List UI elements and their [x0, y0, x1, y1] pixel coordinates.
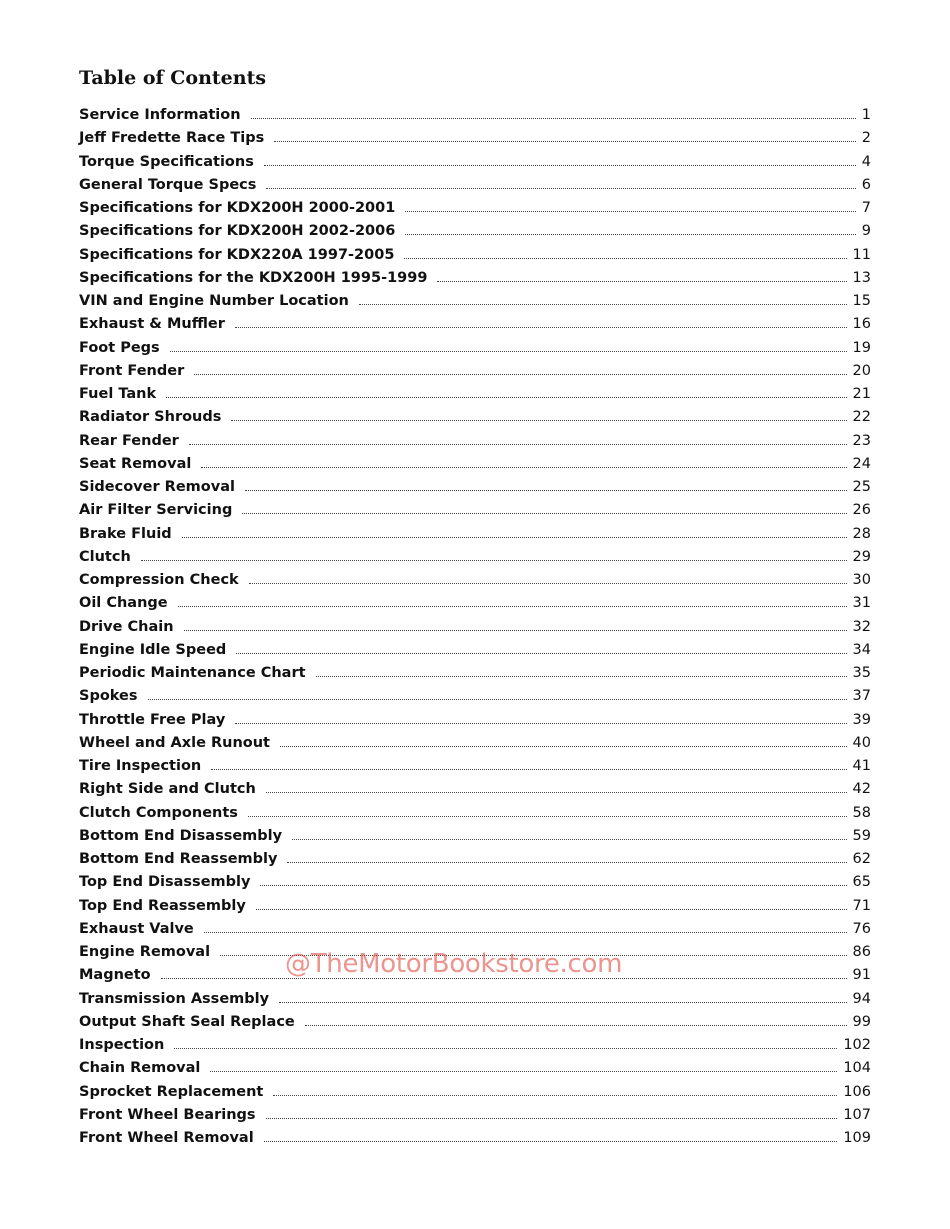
- toc-entry-label: Magneto: [79, 967, 151, 984]
- toc-entry-page-number: 39: [852, 711, 871, 728]
- toc-entry-label: Specifications for KDX200H 2000-2001: [79, 200, 396, 216]
- toc-dot-leader: [359, 294, 847, 305]
- toc-entry-label: Fuel Tank: [79, 386, 157, 402]
- toc-entry-label: Specifications for the KDX200H 1995-1999: [79, 269, 428, 286]
- toc-entry-label: Tire Inspection: [79, 758, 202, 774]
- toc-entry[interactable]: [79, 1011, 871, 1034]
- toc-entry[interactable]: [79, 918, 871, 941]
- toc-list: [79, 104, 871, 1150]
- toc-dot-leader: [189, 434, 847, 445]
- toc-dot-leader: [266, 782, 847, 793]
- toc-dot-leader: [174, 1038, 837, 1049]
- toc-dot-leader: [210, 1061, 837, 1072]
- toc-entry[interactable]: [79, 174, 871, 197]
- toc-dot-leader: [280, 736, 847, 747]
- toc-dot-leader: [316, 666, 847, 677]
- toc-dot-leader: [274, 131, 856, 142]
- toc-entry[interactable]: [79, 476, 871, 499]
- toc-entry[interactable]: [79, 592, 871, 615]
- toc-dot-leader: [405, 224, 855, 235]
- toc-entry[interactable]: [79, 1104, 871, 1127]
- toc-entry[interactable]: [79, 802, 871, 825]
- toc-entry-label: Brake Fluid: [79, 525, 172, 542]
- toc-entry-label: Engine Idle Speed: [79, 641, 227, 658]
- toc-entry-page-number: 91: [852, 967, 871, 984]
- toc-entry-page-number: 94: [852, 990, 871, 1007]
- toc-entry[interactable]: [79, 616, 871, 639]
- toc-entry-page-number: 34: [852, 641, 871, 658]
- toc-entry-page-number: 104: [843, 1060, 871, 1077]
- toc-entry[interactable]: [79, 732, 871, 755]
- toc-entry-page-number: 21: [852, 386, 871, 402]
- toc-dot-leader: [148, 689, 847, 700]
- toc-entry[interactable]: [79, 685, 871, 708]
- toc-entry[interactable]: [79, 151, 871, 174]
- toc-entry[interactable]: [79, 639, 871, 662]
- toc-entry[interactable]: [79, 871, 871, 894]
- toc-entry-page-number: 15: [852, 293, 871, 309]
- toc-entry-label: Bottom End Disassembly: [79, 827, 283, 844]
- toc-entry-page-number: 32: [852, 618, 871, 635]
- toc-entry-label: General Torque Specs: [79, 176, 257, 193]
- toc-entry-label: Front Wheel Bearings: [79, 1106, 256, 1123]
- toc-entry-page-number: 30: [852, 572, 871, 588]
- toc-entry-page-number: 24: [852, 455, 871, 472]
- toc-entry-label: Spokes: [79, 688, 138, 705]
- toc-entry-label: Output Shaft Seal Replace: [79, 1013, 295, 1030]
- toc-entry[interactable]: [79, 127, 871, 150]
- toc-dot-leader: [211, 759, 846, 770]
- toc-dot-leader: [170, 341, 847, 352]
- toc-entry[interactable]: [79, 569, 871, 592]
- toc-dot-leader: [235, 317, 847, 328]
- toc-entry[interactable]: [79, 104, 871, 127]
- toc-entry-page-number: 28: [852, 525, 871, 542]
- toc-entry-label: Chain Removal: [79, 1060, 201, 1077]
- toc-dot-leader: [242, 503, 846, 514]
- toc-dot-leader: [437, 271, 846, 282]
- toc-entry-page-number: 41: [852, 758, 871, 774]
- toc-entry-page-number: 71: [852, 897, 871, 914]
- toc-entry-page-number: 26: [852, 502, 871, 519]
- toc-entry-page-number: 19: [852, 339, 871, 356]
- toc-entry[interactable]: [79, 1081, 871, 1104]
- toc-entry-label: Sprocket Replacement: [79, 1083, 264, 1100]
- toc-entry[interactable]: [79, 988, 871, 1011]
- toc-dot-leader: [235, 713, 846, 724]
- toc-entry[interactable]: [79, 964, 871, 987]
- toc-entry[interactable]: [79, 1034, 871, 1057]
- toc-entry-page-number: 37: [852, 688, 871, 705]
- toc-entry[interactable]: [79, 662, 871, 685]
- toc-entry-label: Seat Removal: [79, 455, 192, 472]
- toc-entry-page-number: 25: [852, 479, 871, 495]
- toc-entry[interactable]: [79, 778, 871, 801]
- toc-entry-page-number: 106: [843, 1083, 871, 1100]
- toc-entry-page-number: 109: [843, 1130, 871, 1146]
- toc-dot-leader: [220, 945, 846, 956]
- toc-entry-label: Wheel and Axle Runout: [79, 734, 270, 751]
- toc-entry-label: Top End Reassembly: [79, 897, 246, 914]
- toc-entry-label: VIN and Engine Number Location: [79, 293, 349, 309]
- toc-entry[interactable]: [79, 546, 871, 569]
- toc-entry-label: Exhaust & Muffler: [79, 316, 225, 333]
- toc-entry[interactable]: [79, 197, 871, 220]
- toc-entry-label: Sidecover Removal: [79, 479, 235, 495]
- toc-dot-leader: [249, 573, 847, 584]
- toc-entry-page-number: 1: [861, 107, 871, 123]
- toc-entry-label: Front Wheel Removal: [79, 1130, 254, 1146]
- toc-dot-leader: [287, 852, 846, 863]
- toc-entry-label: Radiator Shrouds: [79, 409, 222, 426]
- toc-entry-label: Rear Fender: [79, 432, 179, 449]
- toc-dot-leader: [266, 178, 855, 189]
- toc-entry-label: Clutch: [79, 548, 131, 565]
- toc-entry-page-number: 76: [852, 920, 871, 937]
- toc-dot-leader: [201, 457, 846, 468]
- toc-entry-page-number: 40: [852, 734, 871, 751]
- toc-entry-label: Throttle Free Play: [79, 711, 226, 728]
- toc-entry-page-number: 59: [852, 827, 871, 844]
- toc-dot-leader: [279, 992, 846, 1003]
- toc-dot-leader: [184, 620, 847, 631]
- toc-entry[interactable]: [79, 755, 871, 778]
- toc-dot-leader: [161, 968, 847, 979]
- toc-entry-page-number: 6: [861, 176, 871, 193]
- toc-entry-page-number: 102: [843, 1037, 871, 1053]
- toc-entry-page-number: 4: [861, 153, 871, 170]
- toc-entry-label: Top End Disassembly: [79, 874, 251, 891]
- toc-entry-page-number: 13: [852, 269, 871, 286]
- toc-dot-leader: [245, 480, 847, 491]
- toc-dot-leader: [405, 201, 855, 212]
- toc-entry-page-number: 107: [843, 1106, 871, 1123]
- toc-entry-label: Jeff Fredette Race Tips: [79, 130, 265, 147]
- toc-entry[interactable]: [79, 523, 871, 546]
- toc-entry[interactable]: [79, 244, 871, 267]
- toc-entry-label: Bottom End Reassembly: [79, 851, 278, 867]
- toc-entry-page-number: 22: [852, 409, 871, 426]
- toc-dot-leader: [182, 527, 847, 538]
- toc-entry-label: Drive Chain: [79, 618, 174, 635]
- toc-entry-label: Compression Check: [79, 572, 239, 588]
- toc-dot-leader: [166, 387, 846, 398]
- toc-entry-page-number: 31: [852, 595, 871, 612]
- toc-entry[interactable]: [79, 313, 871, 336]
- toc-entry[interactable]: [79, 941, 871, 964]
- toc-entry-page-number: 65: [852, 874, 871, 891]
- toc-entry-label: Periodic Maintenance Chart: [79, 665, 306, 681]
- toc-entry-page-number: 9: [861, 223, 871, 240]
- toc-entry-label: Air Filter Servicing: [79, 502, 233, 519]
- toc-entry-page-number: 20: [852, 362, 871, 379]
- toc-entry[interactable]: [79, 383, 871, 406]
- toc-dot-leader: [264, 155, 856, 166]
- toc-entry-label: Transmission Assembly: [79, 990, 270, 1007]
- toc-entry[interactable]: [79, 499, 871, 522]
- toc-dot-leader: [194, 364, 846, 375]
- toc-entry[interactable]: [79, 220, 871, 243]
- watermark-text: @TheMotorBookstore.com: [285, 949, 623, 979]
- toc-entry-page-number: 99: [852, 1013, 871, 1030]
- toc-dot-leader: [292, 829, 846, 840]
- toc-dot-leader: [305, 1015, 847, 1026]
- toc-entry-page-number: 16: [852, 316, 871, 333]
- toc-dot-leader: [141, 550, 847, 561]
- toc-dot-leader: [236, 643, 846, 654]
- toc-entry-label: Specifications for KDX220A 1997-2005: [79, 246, 395, 263]
- toc-entry[interactable]: [79, 895, 871, 918]
- toc-entry-label: Service Information: [79, 107, 241, 123]
- toc-entry-page-number: 86: [852, 944, 871, 960]
- toc-entry-page-number: 42: [852, 781, 871, 798]
- toc-dot-leader: [231, 410, 846, 421]
- toc-entry-page-number: 29: [852, 548, 871, 565]
- toc-entry[interactable]: [79, 825, 871, 848]
- toc-dot-leader: [248, 806, 847, 817]
- toc-entry-page-number: 11: [852, 246, 871, 263]
- toc-dot-leader: [264, 1131, 838, 1142]
- toc-entry[interactable]: [79, 848, 871, 871]
- toc-entry-label: Torque Specifications: [79, 153, 254, 170]
- toc-dot-leader: [204, 922, 847, 933]
- toc-entry-page-number: 7: [861, 200, 871, 216]
- toc-dot-leader: [256, 899, 847, 910]
- toc-entry-page-number: 35: [852, 665, 871, 681]
- toc-dot-leader: [266, 1108, 838, 1119]
- toc-entry-label: Specifications for KDX200H 2002-2006: [79, 223, 396, 240]
- toc-entry-label: Inspection: [79, 1037, 165, 1053]
- toc-entry[interactable]: [79, 337, 871, 360]
- toc-entry-label: Foot Pegs: [79, 339, 160, 356]
- toc-entry-label: Front Fender: [79, 362, 185, 379]
- toc-entry-page-number: 23: [852, 432, 871, 449]
- toc-entry[interactable]: [79, 453, 871, 476]
- toc-dot-leader: [251, 108, 856, 119]
- toc-entry[interactable]: [79, 709, 871, 732]
- toc-entry-page-number: 2: [861, 130, 871, 147]
- toc-entry[interactable]: [79, 430, 871, 453]
- page-title: Table of Contents: [79, 67, 267, 89]
- toc-dot-leader: [260, 875, 846, 886]
- toc-entry[interactable]: [79, 360, 871, 383]
- toc-entry-label: Exhaust Valve: [79, 920, 194, 937]
- toc-entry-label: Engine Removal: [79, 944, 211, 960]
- toc-entry[interactable]: [79, 1127, 871, 1150]
- toc-entry[interactable]: [79, 290, 871, 313]
- toc-entry[interactable]: [79, 267, 871, 290]
- toc-dot-leader: [273, 1085, 837, 1096]
- toc-entry[interactable]: [79, 406, 871, 429]
- toc-dot-leader: [178, 596, 847, 607]
- toc-entry-label: Right Side and Clutch: [79, 781, 256, 798]
- toc-dot-leader: [404, 248, 846, 259]
- toc-entry-label: Clutch Components: [79, 804, 238, 821]
- toc-entry-label: Oil Change: [79, 595, 168, 612]
- toc-entry[interactable]: [79, 1057, 871, 1080]
- toc-entry-page-number: 62: [852, 851, 871, 867]
- toc-entry-page-number: 58: [852, 804, 871, 821]
